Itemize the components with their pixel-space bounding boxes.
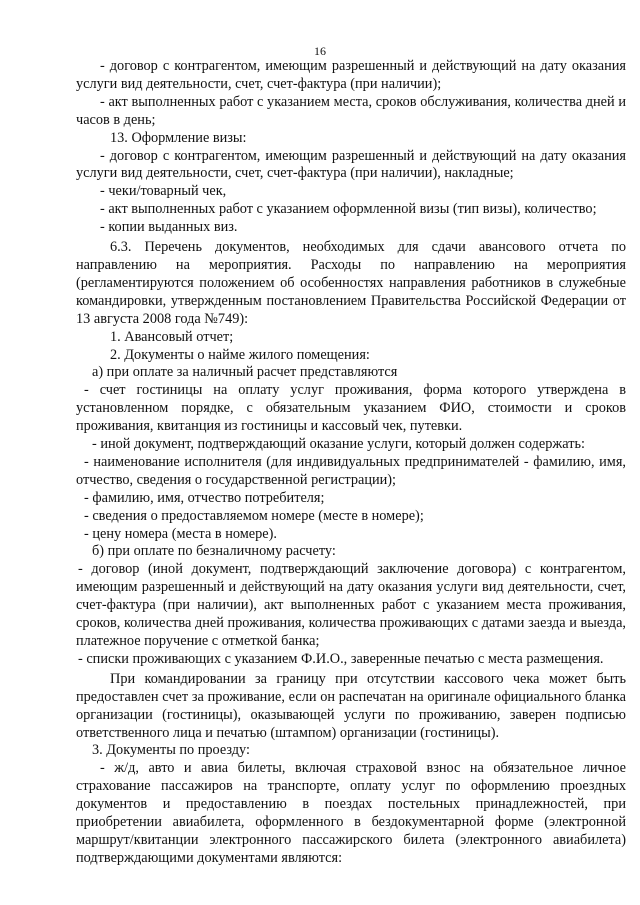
subitem-b-cashless-payment: б) при оплате по безналичному расчету: (92, 543, 336, 560)
paragraph-visa-copies: - копии выданных виз. (100, 219, 238, 236)
item-2-housing-docs: 2. Документы о найме жилого помещения: (110, 346, 370, 363)
paragraph-other-document: - иной документ, подтверждающий оказание услуги, который должен содержать: (92, 436, 585, 453)
paragraph-guest-lists: - списки проживающих с указанием Ф.И.О., заверенные печатью с места размещения. (78, 650, 604, 667)
paragraph-hotel-invoice: - счет гостиницы на оплату услуг проживания, форма которого утверждена в установленном порядке, с обязательным указанием ФИО, стоимости и сроков проживания, квитанция из гостиницы и кассовый чек, путевки. (76, 382, 626, 435)
item-3-travel-docs: 3. Документы по проезду: (92, 742, 250, 759)
paragraph-visa-work-act: - акт выполненных работ с указанием оформленной визы (тип визы), количество; (100, 201, 597, 218)
section-13-visa: 13. Оформление визы: (110, 129, 247, 146)
section-6-3: 6.3. Перечень документов, необходимых для сдачи авансового отчета по направлению на мероприятия. Расходы по направлению на мероприятия (регламентируются положением об особенностях направления работников в служебные командировки, утвержденным постановлением Правительства Российской Федерации от 13 августа 2008 года №749): (76, 239, 626, 327)
paragraph-room-price: - цену номера (места в номере). (84, 525, 277, 542)
paragraph-abroad-invoice: При командировании за границу при отсутствии кассового чека может быть предоставлен счет за проживание, если он распечатан на оригинале официального бланка организации (гостиницы), оказывающей услуги по проживанию, заверен подписью ответственного лица и печатью (штампом) организации (гостиницы). (76, 670, 626, 741)
paragraph-work-act-service: - акт выполненных работ с указанием места, сроков обслуживания, количества дней и часов в день; (76, 93, 626, 128)
page-number: 16 (314, 44, 326, 58)
paragraph-receipts: - чеки/товарный чек, (100, 183, 227, 200)
paragraph-provider-name: - наименование исполнителя (для индивидуальных предпринимателей - фамилию, имя, отчество, сведения о государственной регистрации); (76, 453, 626, 488)
paragraph-consumer-name: - фамилию, имя, отчество потребителя; (84, 489, 325, 506)
paragraph-cashless-contract: - договор (иной документ, подтверждающий заключение договора) с контрагентом, имеющим разрешенный и действующий на дату оказания услуги вид деятельности, счет, счет-фактура (при наличии), акт выполненных работ с указанием места проживания, сроков, количества дней проживания, количества проживающих с датами заезда и выезда, платежное поручение с отметкой банка; (76, 561, 626, 649)
paragraph-visa-contract: - договор с контрагентом, имеющим разрешенный и действующий на дату оказания услуги вид деятельности, счет, счет-фактура (при наличии), накладные; (76, 147, 626, 182)
document-body (76, 58, 626, 868)
subitem-a-cash-payment: а) при оплате за наличный расчет представляются (92, 364, 398, 381)
paragraph-contract-counterparty: - договор с контрагентом, имеющим разрешенный и действующий на дату оказания услуги вид деятельности, счет, счет-фактура (при наличии); (76, 58, 626, 92)
item-1-advance-report: 1. Авансовый отчет; (110, 328, 234, 345)
paragraph-room-info: - сведения о предоставляемом номере (месте в номере); (84, 507, 424, 524)
paragraph-tickets: - ж/д, авто и авиа билеты, включая страховой взнос на обязательное личное страхование пассажиров на транспорте, оплату услуг по оформлению проездных документов и предоставлению в поездах постельных принадлежностей, при приобретении авиабилета, оформленного в бездокументарной форме (электронной маршрут/квитанции электронного пассажирского билета (электронного авиабилета) подтверждающими документами являются: (76, 760, 626, 866)
